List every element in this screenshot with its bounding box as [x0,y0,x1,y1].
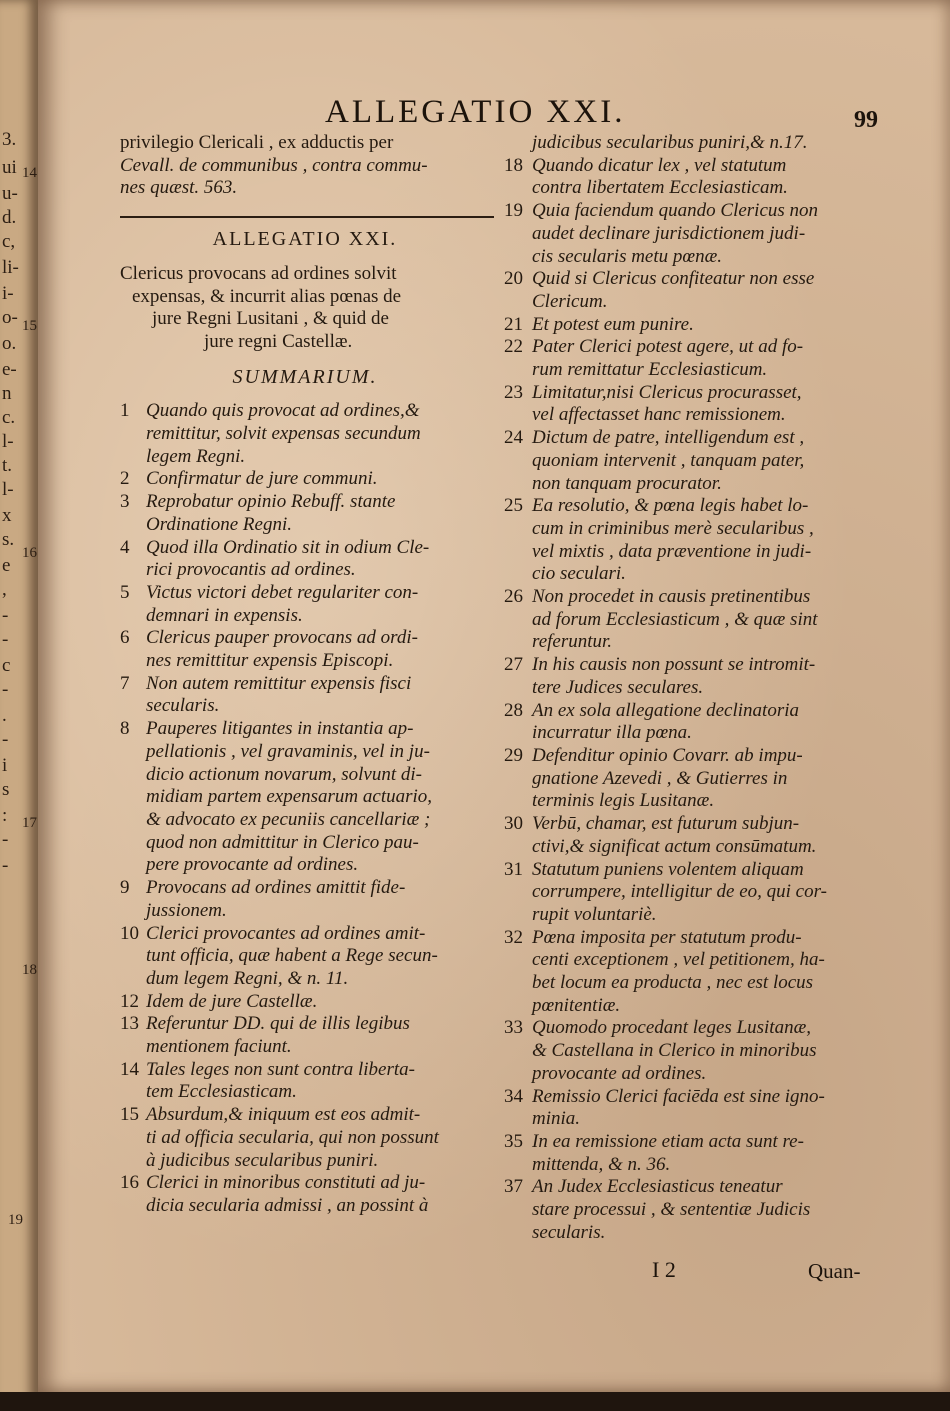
item-number: 29 [504,744,523,766]
summary-item [504,1176,882,1244]
summary-line [120,1172,490,1195]
item-number: 15 [120,1104,139,1126]
left-column [120,132,490,1218]
summary-line: gnatione Azevedi , & Gutierres in [532,767,788,789]
margin-fragment: e [2,555,11,576]
summary-item [504,586,882,654]
item-number: 37 [504,1176,523,1198]
item-number: 10 [120,922,139,944]
item-number: 25 [504,495,523,517]
summary-line [504,1086,882,1109]
margin-fragment: , [2,579,7,600]
summary-item [504,314,882,337]
item-number: 12 [120,990,139,1012]
summary-item [120,877,490,922]
item-text: Clerici in minoribus constituti ad ju- [146,1172,426,1194]
margin-fragment: l- [2,479,14,500]
summary-line: & advocato ex pecuniis cancellariæ ; [146,808,431,830]
summary-line [120,877,490,900]
summary-line: ctivi,& significat actum consūmatum. [532,835,817,857]
summary-item [120,673,490,718]
summary-line [120,1013,490,1036]
margin-fragment: ui [2,157,17,178]
summary-line: nes remittitur expensis Episcopi. [146,650,394,672]
summary-line: rupit voluntariè. [532,903,657,925]
item-text: Quia faciendum quando Clericus non [532,200,819,222]
summary-line [504,268,882,291]
item-text: Provocans ad ordines amittit fide- [146,877,406,899]
summary-line: tunt officia, quæ habent a Rege secun- [146,945,438,967]
item-text: Victus victori debet regulariter con- [146,581,419,603]
summary-line [504,427,882,450]
margin-fragment: i [2,755,8,776]
summary-item [504,745,882,813]
summary-item [504,382,882,427]
item-number: 28 [504,699,523,721]
signature-mark: I 2 [652,1257,676,1282]
item-number: 8 [120,718,130,740]
item-text: Defenditur opinio Covarr. ab impu- [532,744,803,766]
item-text: Referuntur DD. qui de illis legibus [146,1013,410,1035]
summary-item [120,627,490,672]
summary-line: vel mixtis , data præventione in judi- [532,540,812,562]
summary-item [504,495,882,586]
margin-fragment: - [2,679,9,700]
summary-item [120,1172,490,1217]
summary-line [504,1131,882,1154]
summary-line [504,495,882,518]
margin-fragment: . [2,705,7,726]
margin-fragment: li- [2,257,19,278]
summary-item [120,1059,490,1104]
summary-item [120,491,490,536]
margin-fragment: s. [2,529,15,550]
summary-item [120,468,490,491]
right-column [504,132,882,1244]
item-number: 34 [504,1085,523,1107]
summary-line: cio seculari. [532,563,626,585]
item-number: 9 [120,877,130,899]
summary-item [504,155,882,200]
item-text: Clericus pauper provocans ad ordi- [146,627,418,649]
summary-item [504,268,882,313]
summary-line: rum remittatur Ecclesiasticum. [532,359,768,381]
summary-line: mentionem faciunt. [146,1036,292,1058]
summary-item [504,859,882,927]
summary-line [504,200,882,223]
item-number: 33 [504,1017,523,1039]
item-text: An Judex Ecclesiasticus teneatur [532,1176,783,1198]
item-number: 1 [120,400,130,422]
summary-line [504,859,882,882]
summary-line: quoniam intervenit , tanquam pater, [532,449,805,471]
margin-fragment: - [2,855,9,876]
summary-line [120,582,490,605]
summary-item [504,336,882,381]
item-text: An ex sola allegatione declinatoria [532,699,800,721]
item-number: 35 [504,1130,523,1152]
item-text: Dictum de patre, intelligendum est , [532,427,805,449]
summary-items-left [120,400,490,1217]
summary-line [504,927,882,950]
item-text: Pœna imposita per statutum produ- [532,926,802,948]
margin-fragment: o. [2,333,17,354]
summary-line: bet locum ea producta , nec est locus [532,972,814,994]
intro-line: jure regni Castellæ. [204,330,353,352]
summary-line [504,1017,882,1040]
summary-item [120,1104,490,1172]
summary-line: provocante ad ordines. [532,1062,707,1084]
summary-item [120,400,490,468]
summary-continuation: judicibus secularibus puniri,& n.17. [532,132,808,153]
summary-item [120,537,490,582]
summary-line: minia. [532,1108,581,1130]
page-number: 99 [854,107,878,133]
summary-line: legem Regni. [146,445,246,467]
summary-line: audet declinare jurisdictionem judi- [532,222,806,244]
summary-line [504,745,882,768]
summary-line: cum in criminibus merè secularibus , [532,517,814,539]
opening-lines [120,132,490,200]
margin-fragment: : [2,805,8,826]
section-rule [120,216,494,218]
margin-fragment: i- [2,283,14,304]
margin-fragment: - [2,605,9,626]
summary-line [120,537,490,560]
summary-item [120,582,490,627]
summary-heading: SUMMARIUM. [232,365,378,388]
summary-line: incurratur illa pœna. [532,722,692,744]
item-text: Remissio Clerici faciēda est sine igno- [532,1085,825,1107]
item-text: Quid si Clericus confiteatur non esse [532,268,815,290]
item-text: Non autem remittitur expensis fisci [146,672,412,694]
margin-fragment: d. [2,207,17,228]
summary-line: demnari in expensis. [146,604,303,626]
item-text: Confirmatur de jure communi. [146,468,378,490]
text-line: privilegio Clericali , ex adductis per [120,132,394,153]
item-text: Tales leges non sunt contra liberta- [146,1058,415,1080]
summary-line [120,1104,490,1127]
item-text: Idem de jure Castellæ. [146,990,318,1012]
text-line: nes quæst. 563. [120,177,238,199]
margin-fragment: - [2,729,9,750]
summary-line [120,718,490,741]
margin-fragment: - [2,629,9,650]
summary-line: tere Judices seculares. [532,676,704,698]
margin-fragment: c, [2,231,16,252]
summary-line [504,155,882,178]
item-text: Quod illa Ordinatio sit in odium Cle- [146,536,430,558]
summary-item [120,1013,490,1058]
summary-item [504,813,882,858]
summary-line [120,491,490,514]
summary-item [120,991,490,1014]
summary-line: à judicibus secularibus puniri. [146,1149,379,1171]
summary-item [504,427,882,495]
summary-line: dum legem Regni, & n. 11. [146,967,349,989]
summary-line [504,700,882,723]
item-text: Ea resolutio, & pœna legis habet lo- [532,495,809,517]
summary-line [120,400,490,423]
item-text: Et potest eum punire. [532,313,694,335]
text-line: Cevall. de communibus , contra commu- [120,154,428,176]
item-number: 16 [120,1172,139,1194]
summary-item [504,200,882,268]
item-text: Quomodo procedant leges Lusitanæ, [532,1017,812,1039]
item-text: In ea remissione etiam acta sunt re- [532,1130,804,1152]
item-number: 6 [120,627,130,649]
summary-line: contra libertatem Ecclesiasticam. [532,177,788,199]
summary-item [504,1017,882,1085]
margin-line-number: 16 [22,545,37,561]
item-number: 14 [120,1058,139,1080]
running-head: ALLEGATIO XXI. [325,94,626,130]
summary-line: midiam partem expensarum actuario, [146,786,433,808]
summary-line: pellationis , vel gravaminis, vel in ju- [146,740,430,762]
item-number: 26 [504,586,523,608]
item-text: Limitatur,nisi Clericus procurasset, [532,381,802,403]
margin-fragment: s [2,779,10,800]
summary-line: terminis legis Lusitanæ. [532,790,715,812]
item-number: 5 [120,581,130,603]
item-number: 18 [504,154,523,176]
summary-line [504,336,882,359]
summary-line: Clericum. [532,290,608,312]
summary-line [120,468,490,491]
summary-line [504,586,882,609]
summary-line: jussionem. [146,899,227,921]
summary-line: Ordinatione Regni. [146,513,292,535]
margin-fragment: 3. [2,129,17,150]
margin-line-number: 19 [8,1212,23,1228]
item-number: 4 [120,536,130,558]
item-number: 22 [504,336,523,358]
item-number: 30 [504,813,523,835]
item-text: Pauperes litigantes in instantia ap- [146,718,414,740]
summary-line: pœnitentiæ. [532,994,621,1016]
item-text: Clerici provocantes ad ordines amit- [146,922,426,944]
margin-fragment: e- [2,359,17,380]
intro-line: jure Regni Lusitani , & quid de [152,308,389,330]
summary-item [504,1131,882,1176]
summary-line [120,1059,490,1082]
summary-item [120,923,490,991]
margin-fragment: c [2,655,11,676]
summary-line [504,813,882,836]
scan-border [0,1392,950,1411]
item-number: 13 [120,1013,139,1035]
summary-line: non tanquam procurator. [532,472,722,494]
item-number: 3 [120,491,130,513]
summary-line: remittitur, solvit expensas secundum [146,423,421,445]
summary-line [504,382,882,405]
margin-line-number: 14 [22,165,37,181]
section-heading: ALLEGATIO XXI. [212,228,398,251]
item-text: Statutum puniens volentem aliquam [532,858,804,880]
margin-fragment: c. [2,407,16,428]
margin-line-number: 17 [22,815,37,831]
margin-fragment: l- [2,431,14,452]
summary-line [504,654,882,677]
summary-line: quod non admittitur in Clerico pau- [146,831,419,853]
item-text: Verbū, chamar, est futurum subjun- [532,813,800,835]
summary-items-right [504,155,882,1245]
summary-line: ad forum Ecclesiasticum , & quæ sint [532,608,818,630]
book-page [38,0,950,1392]
summary-line: rici provocantis ad ordines. [146,559,356,581]
margin-fragment: t. [2,455,13,476]
catchword: Quan- [808,1259,861,1283]
item-number: 7 [120,672,130,694]
margin-fragment: o- [2,307,18,328]
summary-line: tem Ecclesiasticam. [146,1081,297,1103]
summary-line: dicio actionum novarum, solvunt di- [146,763,422,785]
summary-line: pere provocante ad ordines. [146,854,359,876]
summary-line: mittenda, & n. 36. [532,1153,671,1175]
summary-line: stare processui , & sententiæ Judicis [532,1199,811,1221]
summary-item [504,1086,882,1131]
summary-line [120,923,490,946]
item-number: 20 [504,268,523,290]
item-number: 32 [504,926,523,948]
summary-item [120,718,490,877]
summary-line [504,314,882,337]
item-text: Absurdum,& iniquum est eos admit- [146,1104,421,1126]
summary-line: vel affectasset hanc remissionem. [532,404,786,426]
item-text: Quando quis provocat ad ordines,& [146,400,420,422]
summary-line: dicia secularia admissi , an possint à [146,1194,429,1216]
intro-line: Clericus provocans ad ordines solvit [120,262,397,284]
margin-fragment: n [2,383,12,404]
item-text: Pater Clerici potest agere, ut ad fo- [532,336,804,358]
summary-item [504,654,882,699]
item-number: 19 [504,200,523,222]
summary-line [120,627,490,650]
item-text: Reprobatur opinio Rebuff. stante [146,491,396,513]
summary-line: secularis. [532,1221,606,1243]
item-text: Quando dicatur lex , vel statutum [532,154,787,176]
summary-item [504,927,882,1018]
summary-line: ti ad officia secularia, qui non possunt [146,1126,439,1148]
item-number: 23 [504,381,523,403]
summary-line: referuntur. [532,631,613,653]
summary-line: corrumpere, intelligitur de eo, qui cor- [532,881,827,903]
summary-line: & Castellana in Clerico in minoribus [532,1040,817,1062]
margin-line-number: 18 [22,962,37,978]
summary-item [504,700,882,745]
margin-fragment: - [2,829,9,850]
summary-line: secularis. [146,695,220,717]
item-text: In his causis non possunt se intromit- [532,654,816,676]
item-text: Non procedet in causis pretinentibus [532,586,811,608]
margin-fragment: x [2,505,12,526]
margin-line-number: 15 [22,318,37,334]
summary-line [120,991,490,1014]
summary-line [120,673,490,696]
section-intro [120,263,490,354]
item-number: 27 [504,654,523,676]
summary-line: cis secularis metu pœnæ. [532,245,722,267]
item-number: 2 [120,468,130,490]
item-number: 31 [504,858,523,880]
item-number: 21 [504,313,523,335]
item-number: 24 [504,427,523,449]
margin-fragment: u- [2,183,18,204]
summary-line [504,1176,882,1199]
summary-line: centi exceptionem , vel petitionem, ha- [532,949,825,971]
intro-line: expensas, & incurrit alias pœnas de [132,285,402,307]
